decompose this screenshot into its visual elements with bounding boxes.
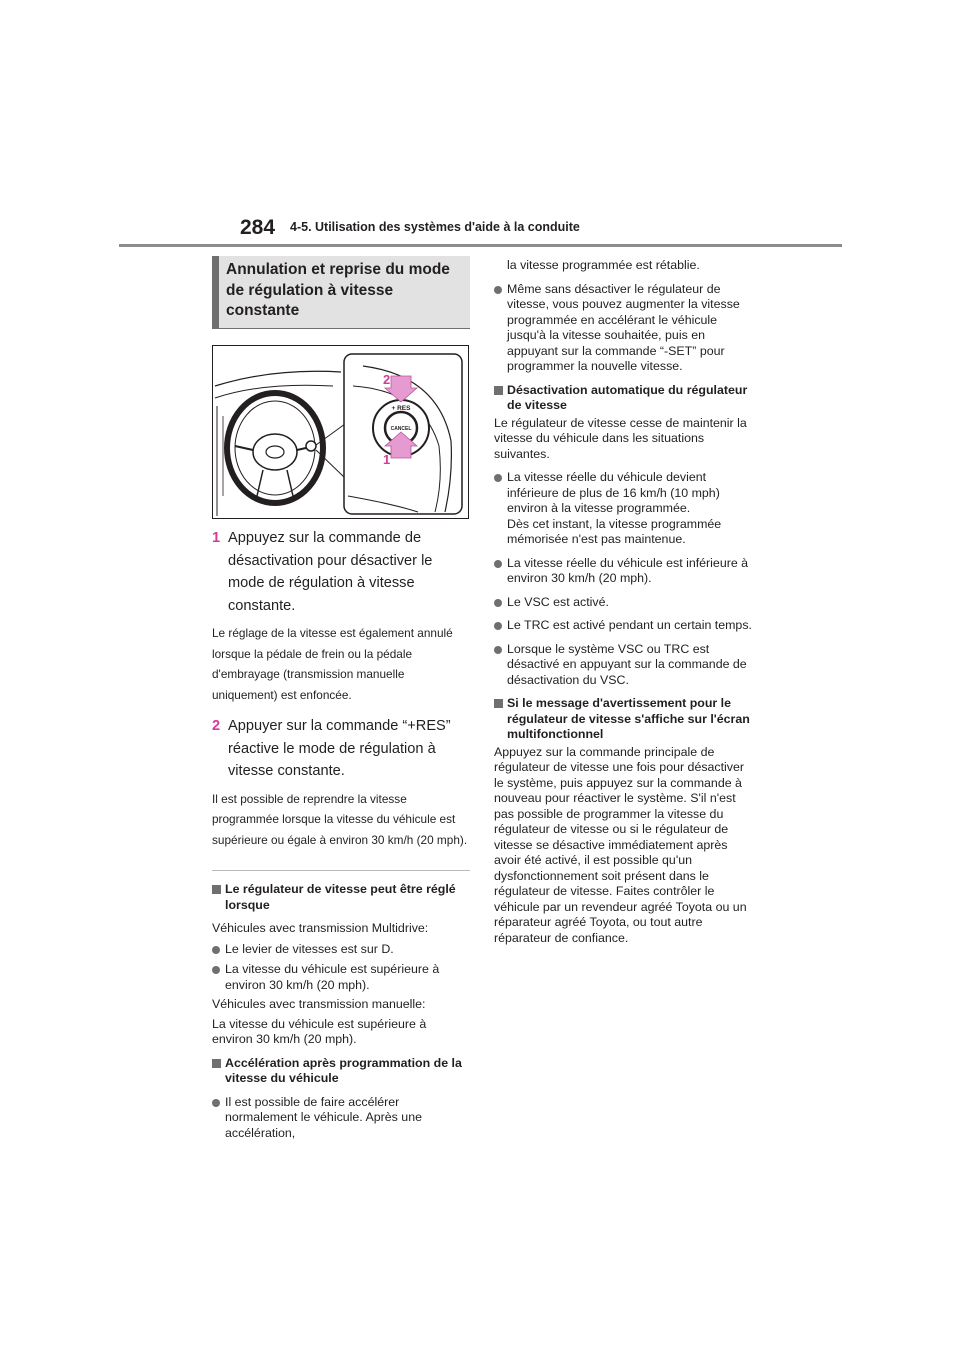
cruise-control-switch-drawing <box>213 346 468 518</box>
continued-text: la vitesse programmée est rétablie. <box>507 258 700 272</box>
note-paragraph: Le régulateur de vitesse cesse de maintenir la vitesse du véhicule dans les situations suivantes. <box>494 415 747 461</box>
step-2 <box>212 715 470 783</box>
note-heading-auto-cancel <box>494 383 752 414</box>
list-item <box>494 282 752 375</box>
round-bullet-icon <box>212 946 220 954</box>
list-item-text: Il est possible de faire accélérer normalement le véhicule. Après une accélération, <box>225 1094 422 1140</box>
note-heading-warning-text: Si le message d'avertissement pour le régulateur de vitesse s'affiche sur l'écran multifonctionnel <box>507 696 750 741</box>
note-heading-auto-cancel-text: Désactivation automatique du régulateur de vitesse <box>507 382 748 412</box>
list-item <box>212 962 470 993</box>
square-bullet-icon <box>212 1059 221 1068</box>
list-item <box>212 942 470 958</box>
note-heading-acceleration-text: Accélération après programmation de la vitesse du véhicule <box>225 1055 462 1085</box>
square-bullet-icon <box>494 386 503 395</box>
list-item-text: Le TRC est activé pendant un certain temps. <box>507 618 752 632</box>
step-1-text: Appuyez sur la commande de désactivation pour désactiver le mode de régulation à vitesse constante. <box>228 530 433 614</box>
round-bullet-icon <box>494 474 502 482</box>
step-2-number: 2 <box>212 718 221 734</box>
round-bullet-icon <box>494 646 502 654</box>
round-bullet-icon <box>494 622 502 630</box>
list-item-text: Même sans désactiver le régulateur de vitesse, vous pouvez augmenter la vitesse programmée en accélérant le véhicule jusqu'à la vitesse souhaitée, puis en appuyant sur la commande “-SET” pour programmer la nouvelle vitesse. <box>507 281 740 373</box>
list-item-text-line: Dès cet instant, la vitesse programmée mémorisée n'est pas maintenue. <box>507 516 722 546</box>
section-header: 4-5. Utilisation des systèmes d'aide à la conduite <box>290 220 580 234</box>
notes-divider <box>212 870 470 871</box>
list-item-text: La vitesse du véhicule est supérieure à environ 30 km/h (20 mph). <box>225 962 440 992</box>
list-item-text-line: La vitesse réelle du véhicule devient inférieure de plus de 16 km/h (10 mph) environ à la vitesse programmée. <box>507 470 720 515</box>
callout-2: 2 <box>383 372 391 387</box>
square-bullet-icon <box>212 885 221 894</box>
section-title-line-1: Annulation et reprise du mode <box>226 261 450 278</box>
list-item <box>494 556 752 587</box>
round-bullet-icon <box>494 560 502 568</box>
header-divider <box>119 244 842 247</box>
round-bullet-icon <box>494 599 502 607</box>
round-bullet-icon <box>212 1099 220 1107</box>
list-item <box>494 595 752 611</box>
note-heading-acceleration <box>212 1056 470 1087</box>
square-bullet-icon <box>494 699 503 708</box>
step-1-note: Le réglage de la vitesse est également annulé lorsque la pédale de frein ou la pédale d'embrayage (transmission manuelle uniquement) est enfoncée. <box>212 626 453 702</box>
step-2-text: Appuyer sur la commande “+RES” réactive le mode de régulation à vitesse constante. <box>228 718 451 779</box>
list-item <box>494 642 752 689</box>
list-item <box>494 470 752 548</box>
note-paragraph: Véhicules avec transmission Multidrive: <box>212 921 429 935</box>
cancel-label: CANCEL <box>390 426 412 432</box>
note-paragraph: Appuyez sur la commande principale de régulateur de vitesse une fois pour désactiver le système, puis appuyez sur la commande à nouveau pour réactiver le système. S'il n'est pas possible de programmer la vitesse du régulateur de vitesse ou si le régulateur de vitesse se désactive immédiatement après avoir été activé, il est possible qu'un dysfonctionnement soit présent dans le régulateur de vitesse. Faites contrôler le véhicule par un revendeur agréé Toyota ou un réparateur agréé Toyota, ou tout autre réparateur de confiance. <box>494 744 747 945</box>
steering-wheel-illustration <box>212 345 469 519</box>
note-paragraph: Véhicules avec transmission manuelle: <box>212 997 426 1011</box>
section-title-line-2: de régulation à vitesse <box>226 281 394 299</box>
step-1-number: 1 <box>212 530 221 546</box>
list-item-text: La vitesse réelle du véhicule est inférieure à environ 30 km/h (20 mph). <box>507 555 749 585</box>
round-bullet-icon <box>212 966 220 974</box>
res-label: + RES <box>391 405 411 412</box>
section-title-box <box>212 256 470 328</box>
list-item-text: Le levier de vitesses est sur D. <box>225 941 394 956</box>
left-column <box>212 256 470 1141</box>
note-heading-warning <box>494 696 752 743</box>
section-title-underline <box>212 328 470 329</box>
list-item-text: Le VSC est activé. <box>507 594 609 609</box>
list-item <box>212 1095 470 1142</box>
callout-1: 1 <box>383 452 391 467</box>
note-heading-conditions <box>212 882 470 913</box>
note-heading-conditions-text: Le régulateur de vitesse peut être réglé lorsque <box>225 882 456 912</box>
list-item <box>494 618 752 634</box>
section-title-line-3: constante <box>226 302 300 319</box>
right-column <box>494 256 752 946</box>
step-1 <box>212 527 470 617</box>
note-paragraph: La vitesse du véhicule est supérieure à environ 30 km/h (20 mph). <box>212 1016 427 1046</box>
list-item-text: Lorsque le système VSC ou TRC est désactivé en appuyant sur la commande de désactivation du VSC. <box>507 641 747 687</box>
switch-location-marker <box>306 441 316 451</box>
page-number: 284 <box>240 216 276 239</box>
step-2-note: Il est possible de reprendre la vitesse programmée lorsque la vitesse du véhicule est supérieure ou égale à environ 30 km/h (20 mph). <box>212 791 468 847</box>
list-item-text <box>507 470 752 548</box>
round-bullet-icon <box>494 286 502 294</box>
